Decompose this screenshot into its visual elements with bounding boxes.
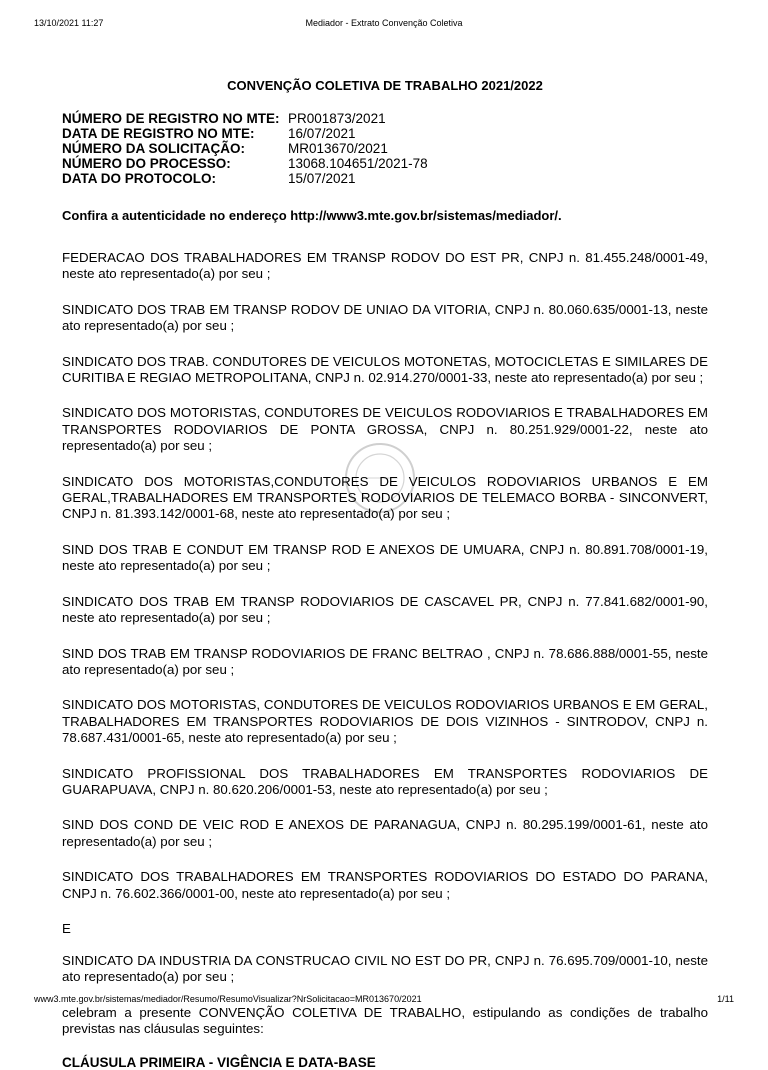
party-paragraph: SIND DOS COND DE VEIC ROD E ANEXOS DE PARANAGUA, CNPJ n. 80.295.199/0001-61, neste ato representado(a) por seu ; — [62, 817, 708, 849]
party-paragraph: SINDICATO DOS TRABALHADORES EM TRANSPORTES RODOVIARIOS DO ESTADO DO PARANA, CNPJ n. 76.602.366/0001-00, neste ato representado(a) por seu ; — [62, 869, 708, 901]
registration-row — [62, 111, 708, 126]
party-paragraph: FEDERACAO DOS TRABALHADORES EM TRANSP RODOV DO EST PR, CNPJ n. 81.455.248/0001-49, neste ato representado(a) por seu ; — [62, 250, 708, 282]
print-page-title: Mediador - Extrato Convenção Coletiva — [305, 18, 463, 28]
registration-info — [62, 111, 708, 186]
authenticity-note: Confira a autenticidade no endereço http://www3.mte.gov.br/sistemas/mediador/. — [62, 208, 562, 223]
registration-value: 15/07/2021 — [288, 171, 356, 186]
party-paragraph: SIND DOS TRAB EM TRANSP RODOVIARIOS DE FRANC BELTRAO , CNPJ n. 78.686.888/0001-55, neste ato representado(a) por seu ; — [62, 645, 708, 677]
party-paragraph: SINDICATO DOS TRAB EM TRANSP RODOVIARIOS DE CASCAVEL PR, CNPJ n. 77.841.682/0001-90, neste ato representado(a) por seu ; — [62, 593, 708, 626]
party-paragraph: SIND DOS TRAB E CONDUT EM TRANSP ROD E ANEXOS DE UMUARA, CNPJ n. 80.891.708/0001-19, neste ato representado(a) por seu ; — [62, 541, 708, 574]
registration-row — [62, 171, 708, 186]
document-body — [62, 78, 708, 1070]
clause-heading: CLÁUSULA PRIMEIRA - VIGÊNCIA E DATA-BASE — [62, 1054, 376, 1070]
page-number: 1/11 — [717, 994, 734, 1004]
agreement-text: celebram a presente CONVENÇÃO COLETIVA DE TRABALHO, estipulando as condições de trabalho previstas nas cláusulas seguintes: — [62, 1004, 708, 1037]
party-paragraph: SINDICATO DOS TRAB EM TRANSP RODOV DE UNIAO DA VITORIA, CNPJ n. 80.060.635/0001-13, neste ato representado(a) por seu ; — [62, 301, 708, 334]
party-paragraph: SINDICATO DOS MOTORISTAS, CONDUTORES DE VEICULOS RODOVIARIOS E TRABALHADORES EM TRANSPORTES RODOVIARIOS DE PONTA GROSSA, CNPJ n. 80.251.929/0001-22, neste ato representado(a) por seu ; — [62, 405, 708, 454]
registration-label: DATA DE REGISTRO NO MTE: — [62, 126, 255, 141]
registration-value: MR013670/2021 — [288, 141, 388, 156]
registration-label: NÚMERO DE REGISTRO NO MTE: — [62, 111, 280, 126]
employer-party-paragraph: SINDICATO DA INDUSTRIA DA CONSTRUCAO CIVIL NO EST DO PR, CNPJ n. 76.695.709/0001-10, neste ato representado(a) por seu ; — [62, 952, 708, 985]
registration-row — [62, 126, 708, 141]
registration-row — [62, 156, 708, 171]
party-paragraph: SINDICATO PROFISSIONAL DOS TRABALHADORES EM TRANSPORTES RODOVIARIOS DE GUARAPUAVA, CNPJ n. 80.620.206/0001-53, neste ato representado(a) por seu ; — [62, 765, 708, 797]
registration-value: PR001873/2021 — [288, 111, 386, 126]
page-title: CONVENÇÃO COLETIVA DE TRABALHO 2021/2022 — [227, 78, 543, 93]
page-url: www3.mte.gov.br/sistemas/mediador/Resumo/ResumoVisualizar?NrSolicitacao=MR013670/2021 — [34, 994, 422, 1004]
party-paragraph: SINDICATO DOS MOTORISTAS, CONDUTORES DE VEICULOS RODOVIARIOS URBANOS E EM GERAL, TRABALHADORES EM TRANSPORTES RODOVIARIOS DE DOIS VIZINHOS - SINTRODOV, CNPJ n. 78.687.431/0001-65, neste ato representado(a) por seu ; — [62, 697, 708, 746]
print-header — [34, 18, 734, 30]
separator: E — [62, 920, 71, 936]
registration-label: NÚMERO DA SOLICITAÇÃO: — [62, 141, 245, 156]
registration-row — [62, 141, 708, 156]
print-datetime: 13/10/2021 11:27 — [34, 18, 104, 28]
party-paragraph: SINDICATO DOS TRAB. CONDUTORES DE VEICULOS MOTONETAS, MOTOCICLETAS E SIMILARES DE CURITIBA E REGIAO METROPOLITANA, CNPJ n. 02.914.270/0001-33, neste ato representado(a) por seu ; — [62, 353, 708, 386]
party-paragraph: SINDICATO DOS MOTORISTAS,CONDUTORES DE VEICULOS RODOVIARIOS URBANOS E EM GERAL,TRABALHADORES EM TRANSPORTES RODOVIARIOS DE TELEMACO BORBA - SINCONVERT, CNPJ n. 81.393.142/0001-68, neste ato representado(a) por seu ; — [62, 473, 708, 522]
print-footer — [34, 994, 734, 1006]
registration-value: 13068.104651/2021-78 — [288, 156, 428, 171]
registration-label: NÚMERO DO PROCESSO: — [62, 156, 231, 171]
registration-label: DATA DO PROTOCOLO: — [62, 171, 216, 186]
registration-value: 16/07/2021 — [288, 126, 356, 141]
